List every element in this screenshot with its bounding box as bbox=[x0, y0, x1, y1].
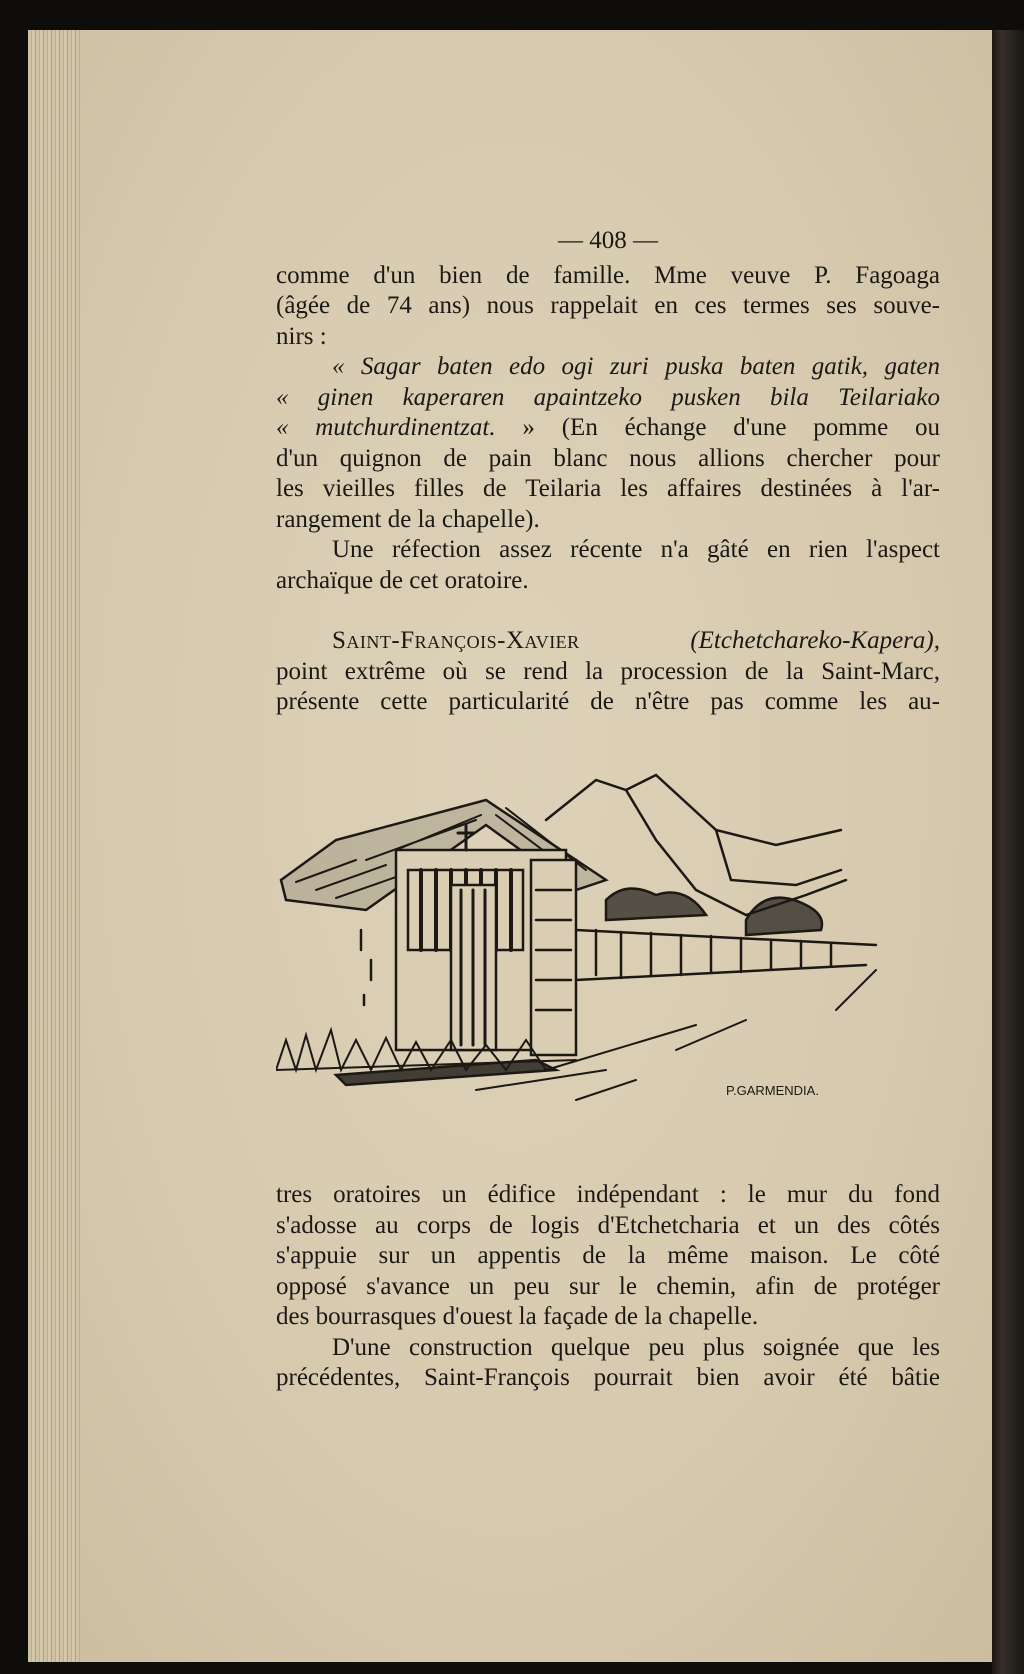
page-number: — 408 — bbox=[558, 227, 658, 254]
text-line: archaïque de cet oratoire. bbox=[276, 566, 529, 594]
text-block-bottom bbox=[276, 1180, 940, 1394]
mountain-outline bbox=[546, 775, 841, 845]
translation-start: » (En échange d'une pomme ou bbox=[495, 414, 941, 441]
text-line: les vieilles filles de Teilaria les affaires destinées à l'ar- bbox=[276, 475, 940, 502]
bush bbox=[606, 889, 706, 920]
text-line: s'adosse au corps de logis d'Etchetcharia et un des côtés bbox=[276, 1211, 940, 1239]
text-line: nirs : bbox=[276, 322, 327, 350]
quote-line: « Sagar baten edo ogi zuri puska baten gatik, gaten bbox=[332, 353, 940, 380]
text-line: comme d'un bien de famille. Mme veuve P. Fagoaga bbox=[276, 261, 940, 289]
text-line: opposé s'avance un peu sur le chemin, afin de protéger bbox=[276, 1272, 940, 1300]
quote-translation-line bbox=[276, 413, 940, 444]
illustration-signature: P.GARMENDIA. bbox=[726, 1083, 819, 1098]
chapel-illustration bbox=[276, 770, 940, 1150]
text-line: des bourrasques d'ouest la façade de la chapelle. bbox=[276, 1303, 759, 1330]
section-heading-line bbox=[276, 626, 940, 657]
stone-wall bbox=[576, 930, 876, 980]
page-edges bbox=[28, 30, 80, 1662]
section-heading-basque: (Etchetchareko-Kapera), bbox=[579, 627, 940, 654]
text-line: d'un quignon de pain blanc nous allions chercher pour bbox=[276, 444, 940, 472]
quote-line: « ginen kaperaren apaintzeko pusken bila Teilariako bbox=[276, 383, 940, 411]
text-line: Une réfection assez récente n'a gâté en rien l'aspect bbox=[332, 536, 940, 563]
text-line: rangement de la chapelle). bbox=[276, 505, 540, 533]
text-line: D'une construction quelque peu plus soignée que les bbox=[332, 1333, 940, 1361]
text-line: s'appuie sur un appentis de la même maison. Le côté bbox=[276, 1242, 940, 1269]
book-spine bbox=[992, 30, 1024, 1674]
text-line: présente cette particularité de n'être pas comme les au- bbox=[276, 688, 940, 715]
text-line: point extrême où se rend la procession de la Saint-Marc, bbox=[276, 657, 940, 685]
bush bbox=[746, 898, 822, 935]
text-line: précédentes, Saint-François pourrait bien avoir été bâtie bbox=[276, 1364, 940, 1391]
text-block-top bbox=[276, 226, 940, 718]
text-line: tres oratoires un édifice indépendant : le mur du fond bbox=[276, 1181, 940, 1208]
section-heading: Saint-François-Xavier bbox=[332, 627, 580, 654]
quote-line: « mutchurdinentzat. bbox=[276, 414, 496, 441]
text-line: (âgée de 74 ans) nous rappelait en ces termes ses souve- bbox=[276, 292, 940, 319]
left-wall-hatch bbox=[361, 930, 371, 1005]
